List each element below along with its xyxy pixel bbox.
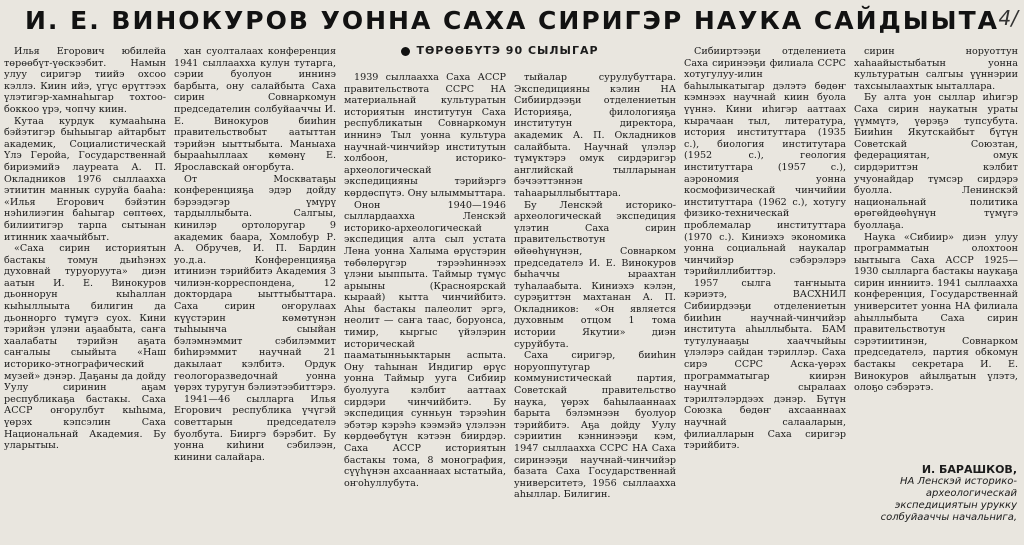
paragraph: Онон 1940—1946 сыллардаахха Ленскэй историко-археологическай экспедиция алта сыл устата Лена уонна Халыма өрүстэрин төбөлөрүгэр тэрээһиннээх үлэни ыыппыта. Таймыр түмүс арыыны (Красноярскай кыраай) кытта чинчийбитэ. Аһы бастакы палеолит эргэ, неолит — саҥа таас, боруонса, тимир, кыргыс үйэлэрин историческай пааматынньыктарын аспыта. Ону таһынан Индигир өрүс уонна Таймыр ууга Сибиир буолууга кэлбит ааттаах сирдэри чинчийбитэ. Бу экспедиция сунньун тэрээһин эбэтэр кэрэһэ кээмэйэ үлэлээн көрдөөбүтүн кэтээн биирдэр. Саха АССР историятын бастакы тома, 8 монография, сүүһүнэн ахсааннаах ыстатыйа, оҥоһуллубута. xyxy=(344,199,506,489)
author-name: И. БАРАШКОВ, xyxy=(921,463,1017,476)
article-column-6 xyxy=(854,46,1018,456)
article-column-3 xyxy=(344,72,506,542)
paragraph: тыйалар сурулубуттара. Экспедицияны кэлин НА Сибиирдээҕи отделениетын Историяҕа, филологияҕа институтун директора, академик А. П. Окладников салайбыта. Научнай үлэлэр түмүктэрэ омук сирдэригэр английскай тылларынан бэчээттэннэн таһаарыллыбыттара. xyxy=(514,72,676,199)
handwritten-mark: 4/ xyxy=(998,6,1018,30)
paragraph: Наука «Сибиир» диэн улуу программатын олохтоон ыытыыга Саха АССР 1925—1930 сылларга бастакы наукаҕа сирин инниитэ. 1941 сыллаахха конференция, Государственнай университет уонна НА филиала аһыллыбыта Саха сирин правительствотун сэрэтиитинэн, Совнарком председателэ, партия обкомун бастакы секретара И. Е. Винокуров айылҕатын үлэтэ, олоҕо сэбэрэтэ. xyxy=(854,231,1018,394)
paragraph: сирин норуоттун хаһаайыстыбатын уонна культуратын салгыы үүннэрии тахсыылаахтык ыыталлара. xyxy=(854,46,1018,92)
article-column-4 xyxy=(514,72,676,542)
paragraph: Илья Егорович юбилейа төрөөбүт-үөскээбит. Намын улуу сиригэр тиийэ охсоо кэллэ. Киин ийэ, үгүс өрүттээх үлэтигэр-хамнаһыгар тохтоо-боккоо үрэ, чопчу киин. xyxy=(4,46,166,115)
rubric xyxy=(330,44,670,57)
paragraph: Сибииртээҕи отделениета Саха сиринээҕи филиала ССРС хотугулуу-илин баһылыкатыгар дэлэтэ бөдөҥ кэмнээх научнай киин буола үүннэ. Кини иһигэр ааттаах кырачаан тыл, литература, история институттара (1935 с.), биология институтара (1952 с.), геология институттара (1957 с.), аэрономия уонна космофизическай чинчийии институттара (1962 с.), хотугу физико-техническай проблемалар институттара (1970 с.). Киниэхэ экономика уонна социальнай наукалар чинчийэр сэбэрэлэрэ тэрийиллибиттэр. xyxy=(684,46,846,278)
bullet-icon xyxy=(401,47,410,56)
paragraph: Бу алта уон сыллар иһигэр Саха сирин наукатын ураты үүммүтэ, үөрэҕэ тупсубута. Бииһин Якутскайбыт бүтүн Советскай Союзтан, федерациятан, омук сирдэриттэн кэлбит учуонайдар түмсэр сирдэрэ буолла. Ленинскэй национальнай политика өрөгөйдөөһүнүн түмүгэ буоллаҕа. xyxy=(854,92,1018,231)
author-title-3: экспедициятын урукку xyxy=(894,500,1017,511)
author-title-2: археологическай xyxy=(925,488,1017,499)
author-title-4: солбуйааччы начальнига, xyxy=(880,512,1017,523)
paragraph: 1939 сыллаахха Саха АССР правительствота ССРС НА материальнай культуратын историятын институтун Саха республикатын Совнаркомун иннинэ Тыл уонна культура научнай-чинчийэр институтын холбоон, историко-археологическай экспедицияны тэрийэргэ көрдөспүтэ. Ону ылыммыттара. xyxy=(344,72,506,199)
paragraph: «Саха сирин историятын бастакы томун дьиһэнэх духовнай туруоруута» диэн аатын И. Е. Винокуров дьоннорун кыһаллан кыһыллыыта билигин да дьоннорго түмүгэ суох. Кини тэрийэн үлэни аҕаабыта, саҥа хаалабаты тэрийэн аҕата саҥалыы сыыйыта «Наш историко-этнографический музей» дэнэр. Даҕаны да дойду Уулу сиринин аҕам республикаҕа бастакы. Саха АССР оҥорулбут кыһыма, үөрэх кэпсэлин Саха Национальнай Академия. Бу уларытыы. xyxy=(4,243,166,452)
paragraph: 1957 сылга таҥныыта кэриэтэ, ВАСХНИЛ Сибиирдээҕи отделениетын бииһин научнай-чинчийэр института аһыллыбыта. БАМ тутулунааҕы хааччыйыы үлэлэрэ сайдан тэриллэр. Саха сирэ ССРС Аска-үөрэх программатыгар киирэн научнай сыралаах тэрилтэлэрдээх дэнэр. Бүтүн Союзка бөдөҥ ахсааннаах научнай салааларын, филиалларын Саха сиригэр тэрийбитэ. xyxy=(684,277,846,452)
paragraph: 1941—46 сылларга Илья Егорович республика үчүгэй советтарын председателэ буолбута. Бииргэ бэрэбит. Бу уонна киһини сэбилээн, кинини салайара. xyxy=(174,393,336,463)
rubric-text: ТӨРӨӨБҮТЭ 90 СЫЛЫГАР xyxy=(416,44,599,57)
paragraph: Саха сиригэр, бииһин норуоппутугар коммунистическай партия, Советскай правительство наука, үөрэх баһылааннаах барыта бэлэмнээн буолуор тэрийбитэ. Аҕа дойду Уулу сэриитин кэннинээҕи кэм, 1947 сыллаахха ССРС НА Саха сиринээҕи научнай-чинчийэр базата Саха Государственнай университетэ, 1956 сыллаахха аһыллар. Билигин. xyxy=(514,350,676,501)
signature-block xyxy=(847,464,1017,524)
article-column-5 xyxy=(684,46,846,543)
article-column-1 xyxy=(4,46,166,543)
article-column-2 xyxy=(174,46,336,543)
paragraph: хан суолталаах конференция 1941 сыллаахха кулун тутарга, сэрии буолуон иннинэ барбыта, ону салайбыта Саха сирин Совнаркомун председателин солбуйааччы И. Е. Винокуров бииһин правительствобыт аатыттан тэрийэн ыыттыбыта. Маныаха бырааһыллаах көмөнү Е. Ярославскай оҥорбута. xyxy=(174,46,336,173)
paragraph: От Москватаҕы конференцияҕа эдэр дойду бэрээдэгэр үмүрү тардыллыбыта. Салгыы, кинилэр ортолоругар 9 академик баара, Хомлобур Р. А. Обручев, И. П. Бардин уо.д.а. Конференцияҕа итиниэн тэрийбитэ Академия 3 чилиэн-корреспондена, 12 доктордара ыыттыбыттара. Саха сирин оҥорулаах күүстэрин көмөтүнэн тыһыынча сыыйан бэлэмнэммит сэбилэммит биһирэммит научнай 21 дакылаат кэлбитэ. Ордук геологоразведочнай уонна үөрэх туругун бэлиэтээбиттэрэ. xyxy=(174,173,336,394)
paragraph: Кутаа курдук кумааһына бэйэтигэр быһыыгар айтарбыт академик, Социалистическай Үлэ Геройа, Государственнай бириэмийэ лауреата А. П. Окладников 1976 сыллаахха этиитин маннык суруйа бааһа: «Илья Егорович бэйэтин нэһилиэгин баһыгар сөптөөх, билиитигэр тарпа сытынан итинник хаачыйбыт. xyxy=(4,115,166,243)
paragraph: Бу Ленскэй историко-археологическай экспедиция үлэтин Саха сирин правительствотун өйөөһүнүнэн, Совнарком председателэ И. Е. Винокуров быһаччы ыраахтан туһалаабыта. Киниэхэ кэлэн, сурэҕиттэн махтанан А. П. Окладников: «Он является духовным отцом 1 тома истории Якутии» диэн суруйбута. xyxy=(514,199,676,350)
headline: И. Е. ВИНОКУРОВ УОННА САХА СИРИГЭР НАУКА САЙДЫЫТА xyxy=(25,6,999,35)
author-title-1: НА Ленскэй историко- xyxy=(899,476,1017,487)
